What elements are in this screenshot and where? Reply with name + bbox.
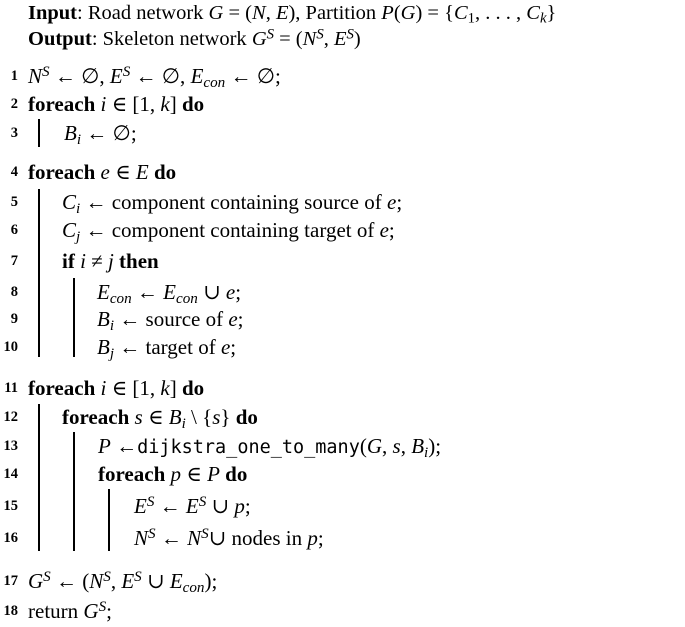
line-number: 3 bbox=[10, 125, 18, 141]
algorithm-line-7: 7 if i ≠ j then bbox=[0, 246, 685, 276]
line-number: 5 bbox=[10, 194, 18, 210]
line-number: 12 bbox=[3, 409, 18, 425]
line-number: 13 bbox=[3, 438, 18, 454]
algorithm-input-line: Input: Road network G = (N, E), Partition $P(G) = \{C_1$, . . . , $C_k$} bbox=[28, 2, 557, 27]
line-number: 7 bbox=[10, 253, 18, 269]
algorithm-output-line: Output: Skeleton network $G^S = (N^S$, $E^S$) bbox=[28, 26, 361, 50]
algorithm-line-5: 5 $C_i$ ← component containing source of e; bbox=[0, 187, 685, 217]
algorithm-line-3: 3 $B_i$ ← ∅; bbox=[0, 118, 685, 148]
algorithm-line-4: 4 foreach e ∈ E do bbox=[0, 157, 685, 187]
line-number: 2 bbox=[10, 96, 18, 112]
line-number: 15 bbox=[3, 498, 18, 514]
indent-bar bbox=[73, 278, 75, 357]
line-number: 8 bbox=[10, 284, 18, 300]
algorithm-line-8: 8 $E_{con}$ ← $E_{con}$ ∪ e; bbox=[0, 277, 685, 307]
algorithm-line-9: 9 $B_i$ ← source of e; bbox=[0, 304, 685, 334]
algorithm-line-1: 1 $N^S$ ← ∅, $E^S$ ← ∅, $E_{con}$ ← ∅; bbox=[0, 61, 685, 91]
line-number: 14 bbox=[3, 466, 18, 482]
indent-bar bbox=[108, 489, 110, 551]
input-keyword: Input bbox=[28, 2, 78, 24]
line-number: 1 bbox=[10, 68, 18, 84]
algorithm-line-14: 14 foreach p ∈ P do bbox=[0, 459, 685, 489]
algorithm-line-16: 16 $N^S$ ← $N^S\cup$ nodes in p; bbox=[0, 523, 685, 553]
algorithm-line-17: 17 $G^S$ ← ($N^S$, $E^S$ ∪ $E_{con}$); bbox=[0, 566, 685, 596]
line-number: 17 bbox=[3, 573, 18, 589]
indent-bar bbox=[38, 119, 40, 147]
algorithm-line-6: 6 $C_j$ ← component containing target of e; bbox=[0, 215, 685, 245]
line-number: 18 bbox=[3, 603, 18, 619]
line-number: 10 bbox=[3, 339, 18, 355]
algorithm-line-12: 12 foreach s ∈ $B_i$ \ {s} do bbox=[0, 402, 685, 432]
output-keyword: Output bbox=[28, 28, 92, 50]
indent-bar bbox=[38, 404, 40, 551]
indent-bar bbox=[73, 432, 75, 551]
line-number: 6 bbox=[10, 222, 18, 238]
line-number: 4 bbox=[10, 164, 18, 180]
algorithm-line-18: 18 return $G^S$; bbox=[0, 596, 685, 626]
algorithm-line-2: 2 foreach i ∈ [1, k] do bbox=[0, 89, 685, 119]
algorithm-line-15: 15 $E^S$ ← $E^S$ ∪ p; bbox=[0, 491, 685, 521]
indent-bar bbox=[38, 189, 40, 357]
line-number: 16 bbox=[3, 530, 18, 546]
algorithm-line-10: 10 $B_j$ ← target of e; bbox=[0, 332, 685, 362]
line-number: 11 bbox=[4, 380, 18, 396]
line-number: 9 bbox=[10, 311, 18, 327]
algorithm-line-11: 11 foreach i ∈ [1, k] do bbox=[0, 373, 685, 403]
algorithm-line-13: 13 P ←dijkstra_one_to_many(G, s, $B_i$); bbox=[0, 431, 685, 461]
